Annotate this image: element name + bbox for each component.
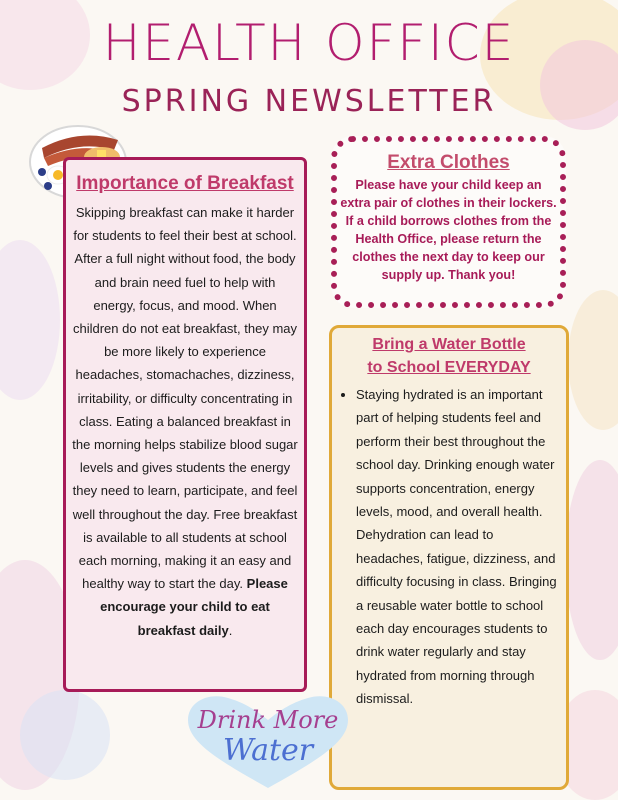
clothes-body — [339, 176, 558, 284]
water-card — [329, 325, 569, 790]
breakfast-card — [63, 157, 307, 692]
flower-decoration — [0, 240, 60, 400]
badge-line-2: Water — [222, 733, 314, 768]
clothes-card — [331, 136, 566, 308]
breakfast-end: . — [228, 622, 233, 638]
water-bullet: • Staying hydrated is an important part of helping students feel and perform their best throughout the school day. Drinking enough water supports concentration, energy levels, mood, and overall health. Dehydration can lead to headaches, fatigue, dizziness, and difficulty focusing in class. Bringing a reusable water bottle to school each day encourages students to drink water regularly and stay hydrated from morning through dismissal. — [356, 383, 558, 711]
badge-line-1: Drink More — [197, 706, 339, 734]
breakfast-text: Skipping breakfast can make it harder for students to feel their best at school. After a full night without food, the body and brain need fuel to help with energy, focus, and mood. When children do not eat breakfast, they may be more likely to experience headaches, stomachaches, dizziness, irritability, or difficulty concentrating in class. Eating a balanced breakfast in the morning helps stabilize blood sugar levels and gives students the energy they need to learn, participate, and feel well throughout the day. Free breakfast is available to all students at school each morning, making it an easy and healthy way to start the day. — [72, 205, 298, 592]
breakfast-emphasis: Please encourage your child to eat breakfast daily — [100, 576, 288, 638]
flower-decoration — [20, 690, 110, 780]
breakfast-heading: Importance of Breakfast — [76, 173, 294, 194]
page-title: HEALTH OFFICE — [102, 14, 516, 72]
flower-decoration — [565, 460, 618, 660]
water-list — [336, 383, 558, 711]
clothes-heading: Extra Clothes — [387, 152, 510, 173]
water-heading-line-1: Bring a Water Bottle — [372, 336, 526, 353]
clothes-line-2: If a child borrows clothes from the Health Office, please return the clothes the next day to keep our supply up. Thank you! — [345, 214, 552, 282]
drink-more-water-badge — [178, 690, 358, 790]
clothes-line-1: Please have your child keep an extra pair of clothes in their lockers. — [340, 178, 557, 210]
flower-decoration — [568, 290, 618, 430]
page-subtitle: SPRING NEWSLETTER — [121, 84, 497, 119]
water-heading-line-2: to School EVERYDAY — [367, 359, 531, 376]
breakfast-body — [72, 201, 298, 642]
water-heading — [332, 333, 566, 379]
